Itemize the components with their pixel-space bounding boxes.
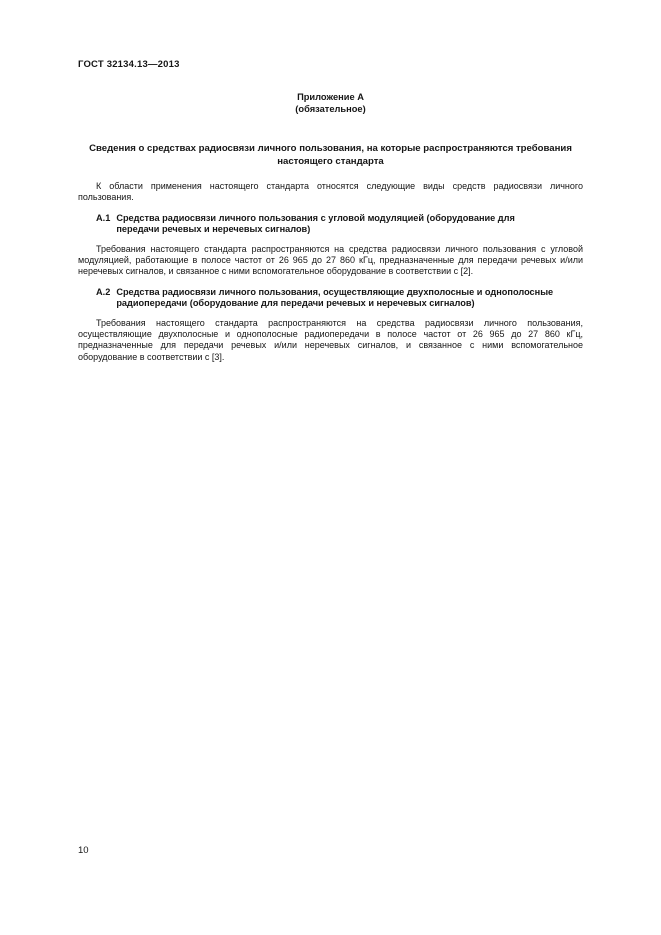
page-number: 10 [78,845,89,856]
section-a2-heading [96,287,583,310]
annex-heading: Сведения о средствах радиосвязи личного пользования, на которые распространяются требования настоящего стандарта [89,143,572,167]
section-a2-title: Средства радиосвязи личного пользования, осуществляющие двухполосные и однополосные радиопередачи (оборудование для передачи речевых и неречевых сигналов) [116,286,554,309]
section-a2-number: А.2 [96,286,111,297]
section-a1-title: Средства радиосвязи личного пользования с угловой модуляцией (оборудование для передачи речевых и неречевых сигналов) [116,212,515,235]
annex-kind: (обязательное) [295,104,366,114]
section-a1-number: А.1 [96,212,111,223]
annex-header [78,91,583,115]
page-content [0,0,661,363]
section-a1-body: Требования настоящего стандарта распространяются на средства радиосвязи личного пользования с угловой модуляцией, работающие в полосе частот от 26 965 до 27 860 кГц, предназначенные для передачи речевых и/или неречевых сигналов, и связанное с ними вспомогательное оборудование в соответствии с [2]. [78,243,583,277]
annex-label: Приложение А [297,92,364,102]
document-code: ГОСТ 32134.13—2013 [78,59,180,70]
section-a2-body: Требования настоящего стандарта распространяются на средства радиосвязи личного пользования, осуществляющие двухполосные и однополосные радиопередачи в полосе частот от 26 965 до 27 860 кГц, предназначенные для передачи речевых и/или неречевых сигналов, и связанное с ними вспомогательное оборудование в соответствии с [3]. [78,317,583,362]
section-a1-heading [96,213,583,236]
intro-paragraph: К области применения настоящего стандарта относятся следующие виды средств радиосвязи личного пользования. [78,181,583,203]
